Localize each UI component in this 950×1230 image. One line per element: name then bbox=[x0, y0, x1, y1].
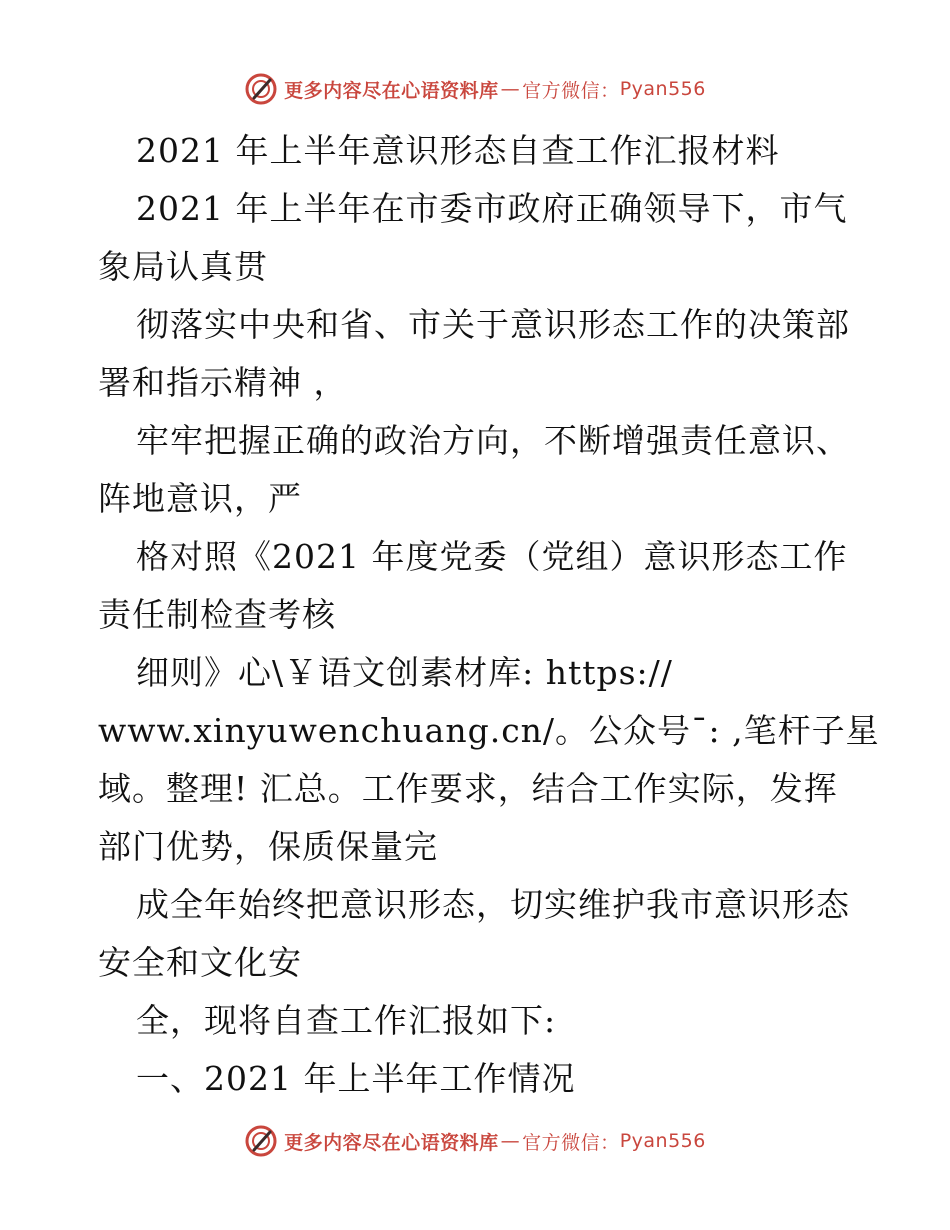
watermark-dash: — bbox=[500, 78, 521, 100]
watermark-sub-text: 官方微信： bbox=[522, 79, 620, 102]
brand-logo-icon bbox=[244, 72, 278, 106]
watermark-main-text: 更多内容尽在心语资料库 bbox=[284, 79, 499, 102]
paragraph-line: 彻落实中央和省、市关于意识形态工作的决策部 bbox=[136, 305, 850, 344]
watermark-main-text: 更多内容尽在心语资料库 bbox=[284, 1131, 499, 1154]
document-body bbox=[98, 122, 880, 1108]
paragraph-line: 部门优势，保质保量完 bbox=[98, 827, 438, 866]
watermark-wechat-id: Pyan556 bbox=[619, 78, 706, 100]
paragraph-line: 细则》心\￥语文创素材库: https:// bbox=[136, 653, 673, 692]
section-heading: 一、2021 年上半年工作情况 bbox=[136, 1059, 576, 1098]
paragraph-line: 2021 年上半年在市委市政府正确领导下，市气 bbox=[136, 189, 848, 228]
paragraph-line: 阵地意识，严 bbox=[98, 479, 302, 518]
watermark-sub-text: 官方微信： bbox=[522, 1131, 620, 1154]
watermark-dash: — bbox=[500, 1130, 521, 1152]
paragraph-line: 成全年始终把意识形态，切实维护我市意识形态 bbox=[136, 885, 850, 924]
paragraph-line: 格对照《2021 年度党委（党组）意识形态工作 bbox=[136, 537, 848, 576]
paragraph-line: 安全和文化安 bbox=[98, 943, 302, 982]
paragraph-line: www.xinyuwenchuang.cn/。公众号¯: ,笔杆子星 bbox=[98, 711, 880, 750]
footer-watermark bbox=[0, 1124, 950, 1158]
paragraph-line: 责任制检查考核 bbox=[98, 595, 336, 634]
paragraph-line: 全，现将自查工作汇报如下: bbox=[136, 1001, 557, 1040]
paragraph-line: 象局认真贯 bbox=[98, 247, 268, 286]
header-watermark bbox=[0, 72, 950, 106]
paragraph-line: 域。整理! 汇总。工作要求，结合工作实际，发挥 bbox=[98, 769, 838, 808]
document-title: 2021 年上半年意识形态自查工作汇报材料 bbox=[136, 131, 780, 170]
paragraph-line: 署和指示精神 ， bbox=[98, 363, 348, 402]
brand-logo-icon bbox=[244, 1124, 278, 1158]
watermark-wechat-id: Pyan556 bbox=[619, 1130, 706, 1152]
paragraph-line: 牢牢把握正确的政治方向，不断增强责任意识、 bbox=[136, 421, 850, 460]
